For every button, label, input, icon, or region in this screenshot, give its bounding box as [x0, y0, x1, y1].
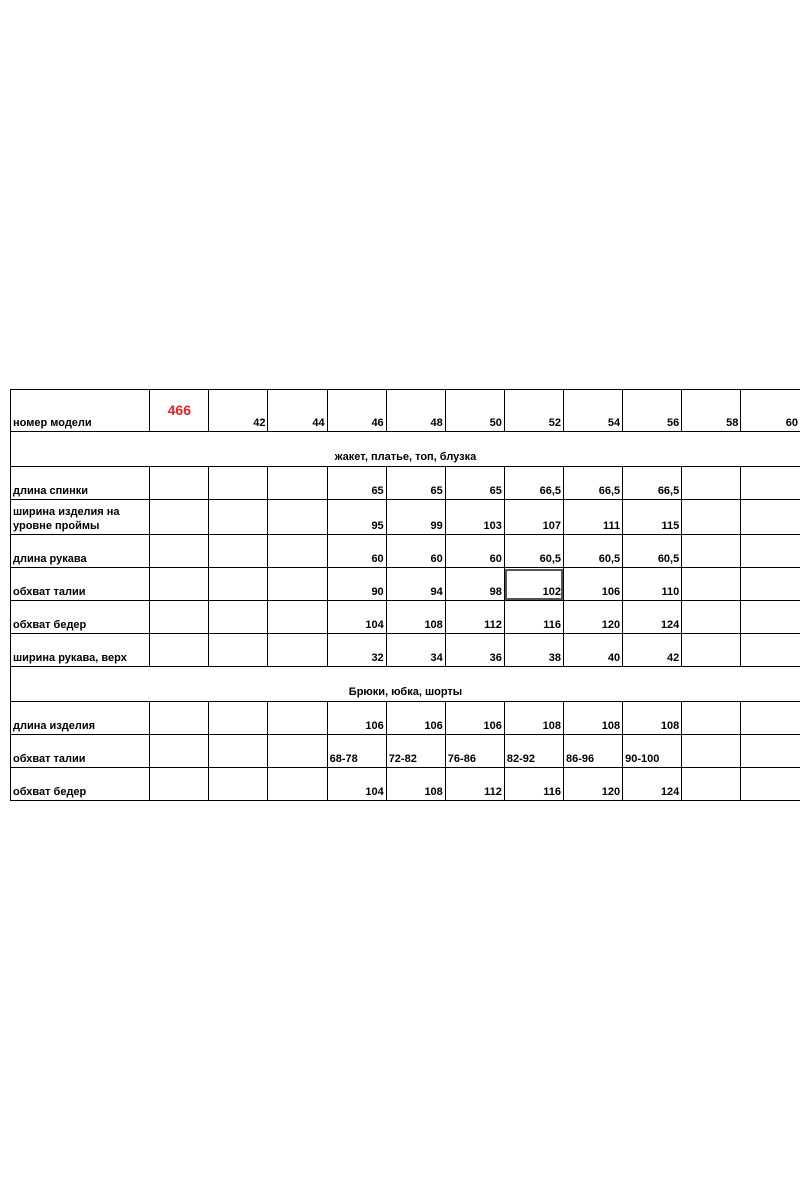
- table-cell[interactable]: [682, 467, 741, 500]
- table-cell[interactable]: [682, 634, 741, 667]
- table-cell[interactable]: [150, 535, 209, 568]
- table-cell[interactable]: 104: [327, 768, 386, 801]
- table-cell[interactable]: [209, 735, 268, 768]
- table-cell[interactable]: [741, 735, 800, 768]
- table-cell[interactable]: 90: [327, 568, 386, 601]
- table-cell[interactable]: 108: [564, 702, 623, 735]
- table-cell[interactable]: 116: [504, 768, 563, 801]
- table-cell[interactable]: [268, 601, 327, 634]
- table-cell[interactable]: [682, 735, 741, 768]
- table-cell[interactable]: 124: [623, 601, 682, 634]
- table-row: [11, 500, 800, 535]
- table-cell[interactable]: 108: [386, 601, 445, 634]
- bottom-section-rows: [11, 702, 800, 801]
- row-label[interactable]: длина рукава: [11, 535, 150, 568]
- table-cell[interactable]: 60,5: [504, 535, 563, 568]
- table-cell[interactable]: [150, 735, 209, 768]
- table-cell[interactable]: [268, 500, 327, 535]
- table-cell[interactable]: 106: [327, 702, 386, 735]
- section-title-bottom[interactable]: Брюки, юбка, шорты: [11, 667, 800, 702]
- table-cell[interactable]: [741, 568, 800, 601]
- table-cell[interactable]: [209, 768, 268, 801]
- model-label[interactable]: номер модели: [11, 390, 150, 432]
- table-cell[interactable]: 120: [564, 601, 623, 634]
- table-cell[interactable]: [209, 702, 268, 735]
- table-cell[interactable]: [268, 702, 327, 735]
- table-cell[interactable]: [150, 500, 209, 535]
- table-cell[interactable]: 94: [386, 568, 445, 601]
- row-label[interactable]: длина спинки: [11, 467, 150, 500]
- table-row: [11, 634, 800, 667]
- table-cell[interactable]: [150, 768, 209, 801]
- table-cell[interactable]: 38: [504, 634, 563, 667]
- model-number[interactable]: 466: [150, 390, 209, 432]
- table-cell[interactable]: [682, 535, 741, 568]
- table-cell[interactable]: 65: [445, 467, 504, 500]
- table-cell[interactable]: [209, 467, 268, 500]
- table-cell[interactable]: [268, 535, 327, 568]
- size-chart-table: [10, 389, 800, 801]
- table-cell[interactable]: 32: [327, 634, 386, 667]
- table-cell[interactable]: 60,5: [623, 535, 682, 568]
- size-60[interactable]: 60: [741, 390, 800, 432]
- table-cell[interactable]: 65: [386, 467, 445, 500]
- table-cell[interactable]: 34: [386, 634, 445, 667]
- table-cell[interactable]: [268, 467, 327, 500]
- table-cell[interactable]: 106: [445, 702, 504, 735]
- table-cell[interactable]: [150, 634, 209, 667]
- size-50[interactable]: 50: [445, 390, 504, 432]
- table-cell[interactable]: [268, 768, 327, 801]
- row-label[interactable]: обхват бедер: [11, 768, 150, 801]
- table-cell[interactable]: 95: [327, 500, 386, 535]
- size-44[interactable]: 44: [268, 390, 327, 432]
- size-48[interactable]: 48: [386, 390, 445, 432]
- size-56[interactable]: 56: [623, 390, 682, 432]
- table-cell[interactable]: [682, 568, 741, 601]
- table-cell[interactable]: [209, 634, 268, 667]
- section-heading-row: [11, 667, 800, 702]
- table-cell[interactable]: [741, 768, 800, 801]
- table-row: [11, 702, 800, 735]
- table-cell[interactable]: [741, 702, 800, 735]
- table-row: [11, 735, 800, 768]
- table-cell[interactable]: [741, 601, 800, 634]
- table-cell[interactable]: 110: [623, 568, 682, 601]
- table-cell[interactable]: [150, 568, 209, 601]
- table-cell[interactable]: 90-100: [623, 735, 682, 768]
- size-42[interactable]: 42: [209, 390, 268, 432]
- table-cell[interactable]: [209, 500, 268, 535]
- table-cell[interactable]: 108: [386, 768, 445, 801]
- table-cell[interactable]: 40: [564, 634, 623, 667]
- row-label[interactable]: длина изделия: [11, 702, 150, 735]
- size-54[interactable]: 54: [564, 390, 623, 432]
- table-cell[interactable]: [150, 702, 209, 735]
- section-title-top[interactable]: жакет, платье, топ, блузка: [11, 432, 800, 467]
- table-cell[interactable]: 108: [623, 702, 682, 735]
- table-cell[interactable]: 36: [445, 634, 504, 667]
- table-cell[interactable]: [150, 601, 209, 634]
- table-row: [11, 768, 800, 801]
- row-label[interactable]: обхват талии: [11, 568, 150, 601]
- section-heading-row: [11, 432, 800, 467]
- table-cell[interactable]: 66,5: [564, 467, 623, 500]
- table-cell[interactable]: 66,5: [623, 467, 682, 500]
- table-cell[interactable]: 86-96: [564, 735, 623, 768]
- table-cell[interactable]: 124: [623, 768, 682, 801]
- table-row: [11, 568, 800, 601]
- size-58[interactable]: 58: [682, 390, 741, 432]
- table-cell[interactable]: 104: [327, 601, 386, 634]
- table-cell[interactable]: [268, 735, 327, 768]
- table-cell[interactable]: 107: [504, 500, 563, 535]
- table-cell[interactable]: 99: [386, 500, 445, 535]
- size-46[interactable]: 46: [327, 390, 386, 432]
- table-row: [11, 467, 800, 500]
- table-cell[interactable]: 112: [445, 768, 504, 801]
- table-cell[interactable]: 102: [504, 568, 563, 601]
- table-cell[interactable]: [741, 500, 800, 535]
- table-cell[interactable]: 42: [623, 634, 682, 667]
- table-cell[interactable]: [209, 601, 268, 634]
- table-cell[interactable]: 115: [623, 500, 682, 535]
- table-cell[interactable]: 60: [386, 535, 445, 568]
- table-cell[interactable]: 106: [386, 702, 445, 735]
- table-cell[interactable]: 68-78: [327, 735, 386, 768]
- table-cell[interactable]: 111: [564, 500, 623, 535]
- table-cell[interactable]: 108: [504, 702, 563, 735]
- row-label[interactable]: ширина рукава, верх: [11, 634, 150, 667]
- top-section-rows: [11, 467, 800, 667]
- table-cell[interactable]: 65: [327, 467, 386, 500]
- table-cell[interactable]: 76-86: [445, 735, 504, 768]
- table-cell[interactable]: 112: [445, 601, 504, 634]
- table-cell[interactable]: [268, 568, 327, 601]
- table-cell[interactable]: 106: [564, 568, 623, 601]
- table-cell[interactable]: 120: [564, 768, 623, 801]
- size-52[interactable]: 52: [504, 390, 563, 432]
- table-cell[interactable]: [741, 535, 800, 568]
- table-cell[interactable]: [682, 702, 741, 735]
- table-cell[interactable]: 116: [504, 601, 563, 634]
- table-row: [11, 535, 800, 568]
- row-label[interactable]: обхват бедер: [11, 601, 150, 634]
- table-cell[interactable]: [682, 601, 741, 634]
- table-cell[interactable]: 103: [445, 500, 504, 535]
- table-cell[interactable]: [682, 500, 741, 535]
- table-cell[interactable]: 66,5: [504, 467, 563, 500]
- table-row: [11, 601, 800, 634]
- table-cell[interactable]: 98: [445, 568, 504, 601]
- table-cell[interactable]: 60,5: [564, 535, 623, 568]
- table-cell[interactable]: [682, 768, 741, 801]
- table-cell[interactable]: [741, 634, 800, 667]
- table-cell[interactable]: 60: [327, 535, 386, 568]
- table-cell[interactable]: [209, 568, 268, 601]
- table-cell[interactable]: 82-92: [504, 735, 563, 768]
- table-cell[interactable]: [209, 535, 268, 568]
- table-cell[interactable]: [150, 467, 209, 500]
- table-cell[interactable]: 72-82: [386, 735, 445, 768]
- table-cell[interactable]: [268, 634, 327, 667]
- table-cell[interactable]: 60: [445, 535, 504, 568]
- table-cell[interactable]: [741, 467, 800, 500]
- header-row: [11, 390, 800, 432]
- row-label[interactable]: обхват талии: [11, 735, 150, 768]
- row-label[interactable]: ширина изделия на уровне проймы: [11, 500, 150, 535]
